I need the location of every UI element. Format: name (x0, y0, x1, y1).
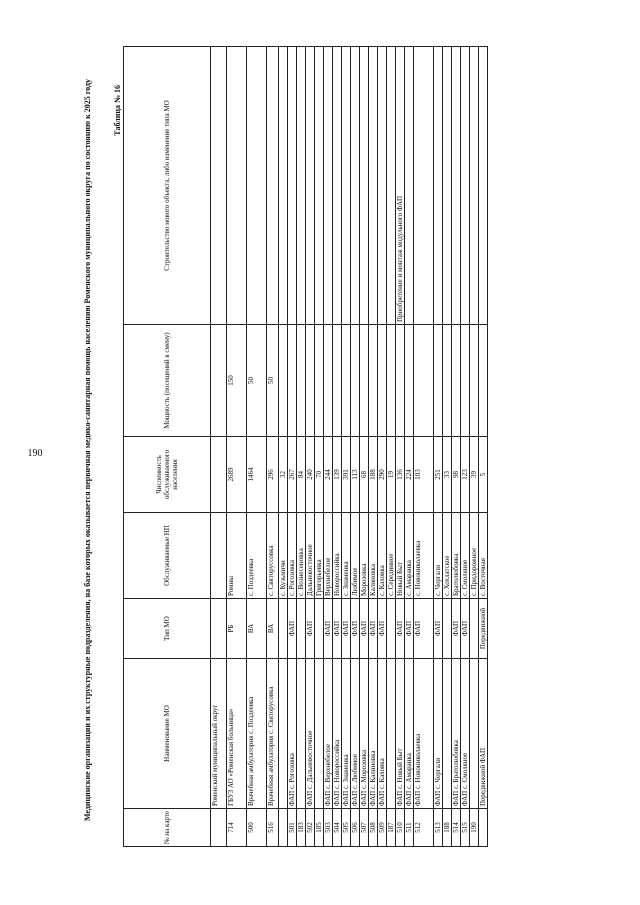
cell-name: ФАП с. Амаранка (405, 659, 414, 809)
cell-type: ФАП (396, 599, 405, 659)
table-row (479, 47, 488, 847)
cell-construction (333, 47, 342, 325)
table-row (297, 47, 306, 847)
table-row (378, 47, 387, 847)
cell-population: 139 (333, 437, 342, 513)
cell-type: ВА (267, 599, 279, 659)
cell-settlements: Новый Быт (396, 513, 405, 599)
cell-type (297, 599, 306, 659)
cell-type: ФАП (452, 599, 461, 659)
cell-population: 391 (342, 437, 351, 513)
cell-settlements: Морозовка (360, 513, 369, 599)
cell-construction (297, 47, 306, 325)
cell-settlements: Новороссийка (333, 513, 342, 599)
cell-population: 2689 (227, 437, 247, 513)
cell-construction (227, 47, 247, 325)
cell-num: 503 (324, 809, 333, 847)
cell-name: ФАП с. Рогозовка (288, 659, 297, 809)
cell-capacity (396, 325, 405, 437)
table-row (461, 47, 470, 847)
cell-capacity (405, 325, 414, 437)
cell-construction (247, 47, 267, 325)
col-header-type: Тип МО (124, 599, 211, 659)
table-row (227, 47, 247, 847)
table-row (333, 47, 342, 847)
cell-type: ФАП (414, 599, 434, 659)
cell-settlements: Калиновка (369, 513, 378, 599)
cell-num: 188 (443, 809, 452, 847)
cell-num: 511 (405, 809, 414, 847)
rotated-page (0, 30, 640, 870)
cell-settlements: Дальневосточное (306, 513, 315, 599)
cell-settlements: с. Новониколаевка (414, 513, 434, 599)
cell-num: 502 (306, 809, 315, 847)
cell-type: ФАП (369, 599, 378, 659)
cell-construction (279, 47, 288, 325)
cell-type (443, 599, 452, 659)
cell-capacity (461, 325, 470, 437)
cell-name (315, 659, 324, 809)
cell-population: 103 (414, 437, 434, 513)
cell-type: ФАП (306, 599, 315, 659)
cell-capacity: 50 (247, 325, 267, 437)
cell-capacity (288, 325, 297, 437)
cell-type: ФАП (333, 599, 342, 659)
table-row (351, 47, 360, 847)
cell-population: 19 (387, 437, 396, 513)
cell-settlements: с. Придорожное (470, 513, 479, 599)
cell-settlements: с. Хохлатское (443, 513, 452, 599)
cell-settlements: Братолюбовка (452, 513, 461, 599)
cell-num: 513 (434, 809, 443, 847)
cell-settlements: с. Вознесеновка (297, 513, 306, 599)
table-heading: Медицинские организации и их структурные подразделения, на базе которых оказывается первичная медико-санитарная помощь населению Роменского муниципального округа по состоянию к 2025 году (83, 78, 92, 822)
cell-capacity (414, 325, 434, 437)
cell-num: 504 (333, 809, 342, 847)
cell-population: 113 (351, 437, 360, 513)
cell-type (387, 599, 396, 659)
cell-construction (443, 47, 452, 325)
cell-population: 33 (443, 437, 452, 513)
cell-population: 188 (369, 437, 378, 513)
cell-capacity (315, 325, 324, 437)
cell-type: ФАП (434, 599, 443, 659)
cell-population (211, 437, 227, 513)
cell-construction (267, 47, 279, 325)
table-label: Таблица № 16 (113, 85, 122, 136)
cell-population: 98 (452, 437, 461, 513)
cell-name: ФАП с. Новый Быт (396, 659, 405, 809)
cell-settlements: с. Амаранка (405, 513, 414, 599)
table-row (434, 47, 443, 847)
cell-settlements: Любимое (351, 513, 360, 599)
cell-construction (479, 47, 488, 325)
table-row (211, 47, 227, 847)
table-row (342, 47, 351, 847)
cell-type: ФАП (351, 599, 360, 659)
cell-population: 296 (267, 437, 279, 513)
cell-num: 512 (414, 809, 434, 847)
cell-settlements: с. Святоруссовка (267, 513, 279, 599)
cell-population: 267 (288, 437, 297, 513)
cell-settlements: с. Рогозовка (288, 513, 297, 599)
cell-construction (452, 47, 461, 325)
cell-capacity (443, 325, 452, 437)
cell-capacity (297, 325, 306, 437)
cell-settlements: с. Серединное (387, 513, 396, 599)
cell-population: 5 (479, 437, 488, 513)
cell-settlements: с. Кузьмичи (279, 513, 288, 599)
cell-population: 290 (378, 437, 387, 513)
col-header-construction: Строительство нового объекта, либо изменение типа МО (124, 47, 211, 325)
cell-num: 187 (387, 809, 396, 847)
cell-population: 136 (396, 437, 405, 513)
cell-type: ВА (247, 599, 267, 659)
cell-capacity (470, 325, 479, 437)
cell-type (315, 599, 324, 659)
cell-name (470, 659, 479, 809)
cell-capacity (434, 325, 443, 437)
cell-type: РБ (227, 599, 247, 659)
cell-settlements: с. Знаменка (342, 513, 351, 599)
cell-capacity (452, 325, 461, 437)
cell-num: 509 (378, 809, 387, 847)
cell-population: 251 (434, 437, 443, 513)
cell-population: 1464 (247, 437, 267, 513)
cell-settlements: Ромны (227, 513, 247, 599)
cell-num: 183 (297, 809, 306, 847)
cell-num: 190 (470, 809, 479, 847)
cell-num: 507 (360, 809, 369, 847)
table-row (470, 47, 479, 847)
cell-construction (324, 47, 333, 325)
cell-capacity (360, 325, 369, 437)
cell-num: 514 (452, 809, 461, 847)
col-header-capacity: Мощность (посещений в смену) (124, 325, 211, 437)
cell-population: 240 (306, 437, 315, 513)
cell-name: ФАП с. Калиновка (369, 659, 378, 809)
cell-num: 506 (351, 809, 360, 847)
table-row (443, 47, 452, 847)
cell-type: ФАП (288, 599, 297, 659)
cell-num: 714 (227, 809, 247, 847)
cell-type: ФАП (360, 599, 369, 659)
cell-capacity (279, 325, 288, 437)
cell-population: 70 (315, 437, 324, 513)
page-number: 190 (27, 448, 43, 459)
cell-population: 244 (324, 437, 333, 513)
table-header-row (124, 47, 211, 847)
cell-name: Врачебная амбулатория с. Поздеевка (247, 659, 267, 809)
cell-type: ФАП (461, 599, 470, 659)
cell-capacity: 150 (227, 325, 247, 437)
cell-name (387, 659, 396, 809)
cell-capacity (306, 325, 315, 437)
table-row (452, 47, 461, 847)
cell-construction (414, 47, 434, 325)
cell-name: ГБУЗ АО «Роменская больница» (227, 659, 247, 809)
cell-type: ФАП (378, 599, 387, 659)
cell-construction (387, 47, 396, 325)
table-row (247, 47, 267, 847)
cell-name: ФАП с. Каховка (378, 659, 387, 809)
table-row (405, 47, 414, 847)
cell-capacity: 50 (267, 325, 279, 437)
cell-type: Передвижной (479, 599, 488, 659)
cell-construction (405, 47, 414, 325)
cell-population: 68 (360, 437, 369, 513)
table-row (369, 47, 378, 847)
cell-settlements: с. Чергали (434, 513, 443, 599)
table-row (396, 47, 405, 847)
col-header-num: № на карте (124, 809, 211, 847)
cell-name: ФАП с. Новороссийка (333, 659, 342, 809)
cell-capacity (351, 325, 360, 437)
cell-name: ФАП с. Чергали (434, 659, 443, 809)
cell-name (297, 659, 306, 809)
cell-num (479, 809, 488, 847)
cell-num: 510 (396, 809, 405, 847)
cell-settlements: с. Каховка (378, 513, 387, 599)
cell-name (279, 659, 288, 809)
cell-capacity (333, 325, 342, 437)
table-row (387, 47, 396, 847)
cell-population: 32 (279, 437, 288, 513)
cell-construction (369, 47, 378, 325)
cell-settlements: Григорьевка (315, 513, 324, 599)
cell-population: 39 (470, 437, 479, 513)
cell-construction: Приобретение и монтаж модульного ФАП (396, 47, 405, 325)
cell-settlements: с. Поздеевка (247, 513, 267, 599)
cell-name: ФАП с. Братолюбовка (452, 659, 461, 809)
cell-num: 515 (461, 809, 470, 847)
cell-name: ФАП с. Смоляное (461, 659, 470, 809)
cell-name: Передвижной ФАП (479, 659, 488, 809)
table-row (288, 47, 297, 847)
cell-settlements: Верхнебелое (324, 513, 333, 599)
col-header-settlements: Обслуживаемые НП (124, 513, 211, 599)
cell-capacity (211, 325, 227, 437)
cell-num: 185 (315, 809, 324, 847)
cell-construction (434, 47, 443, 325)
cell-type (279, 599, 288, 659)
cell-construction (351, 47, 360, 325)
cell-construction (461, 47, 470, 325)
cell-settlements: с. Восточная (479, 513, 488, 599)
cell-num: 508 (369, 809, 378, 847)
cell-type (470, 599, 479, 659)
cell-capacity (324, 325, 333, 437)
cell-construction (470, 47, 479, 325)
cell-capacity (378, 325, 387, 437)
table-row (324, 47, 333, 847)
cell-num (211, 809, 227, 847)
table-row (267, 47, 279, 847)
cell-construction (315, 47, 324, 325)
cell-name: ФАП с. Знаменка (342, 659, 351, 809)
cell-construction (211, 47, 227, 325)
cell-capacity (342, 325, 351, 437)
cell-construction (360, 47, 369, 325)
cell-type (211, 599, 227, 659)
cell-type: ФАП (342, 599, 351, 659)
cell-name: ФАП с. Верхнебелое (324, 659, 333, 809)
cell-settlements (211, 513, 227, 599)
cell-construction (342, 47, 351, 325)
cell-name: Роменский муниципальный округ (211, 659, 227, 809)
cell-name: ФАП с. Новониколаевка (414, 659, 434, 809)
cell-name: ФАП с. Любимое (351, 659, 360, 809)
col-header-population: Численность обслуживаемого населения (124, 437, 211, 513)
cell-name: ФАП с. Дальневосточное (306, 659, 315, 809)
cell-num: 501 (288, 809, 297, 847)
cell-settlements: с. Смоляное (461, 513, 470, 599)
cell-capacity (387, 325, 396, 437)
cell-num: 505 (342, 809, 351, 847)
cell-construction (378, 47, 387, 325)
table-body (211, 47, 488, 847)
cell-name: ФАП с. Морозовка (360, 659, 369, 809)
cell-population: 84 (297, 437, 306, 513)
cell-type: ФАП (405, 599, 414, 659)
facilities-table (123, 46, 488, 847)
table-row (414, 47, 434, 847)
cell-type: ФАП (324, 599, 333, 659)
cell-num: 500 (247, 809, 267, 847)
cell-num: 516 (267, 809, 279, 847)
cell-population: 123 (461, 437, 470, 513)
table-row (306, 47, 315, 847)
cell-name: Врачебная амбулатория с. Святорусовка (267, 659, 279, 809)
cell-construction (306, 47, 315, 325)
col-header-name: Наименование МО (124, 659, 211, 809)
cell-name (443, 659, 452, 809)
table-row (315, 47, 324, 847)
cell-capacity (369, 325, 378, 437)
table-row (360, 47, 369, 847)
cell-capacity (479, 325, 488, 437)
cell-num (279, 809, 288, 847)
cell-construction (288, 47, 297, 325)
cell-population: 224 (405, 437, 414, 513)
table-row (279, 47, 288, 847)
